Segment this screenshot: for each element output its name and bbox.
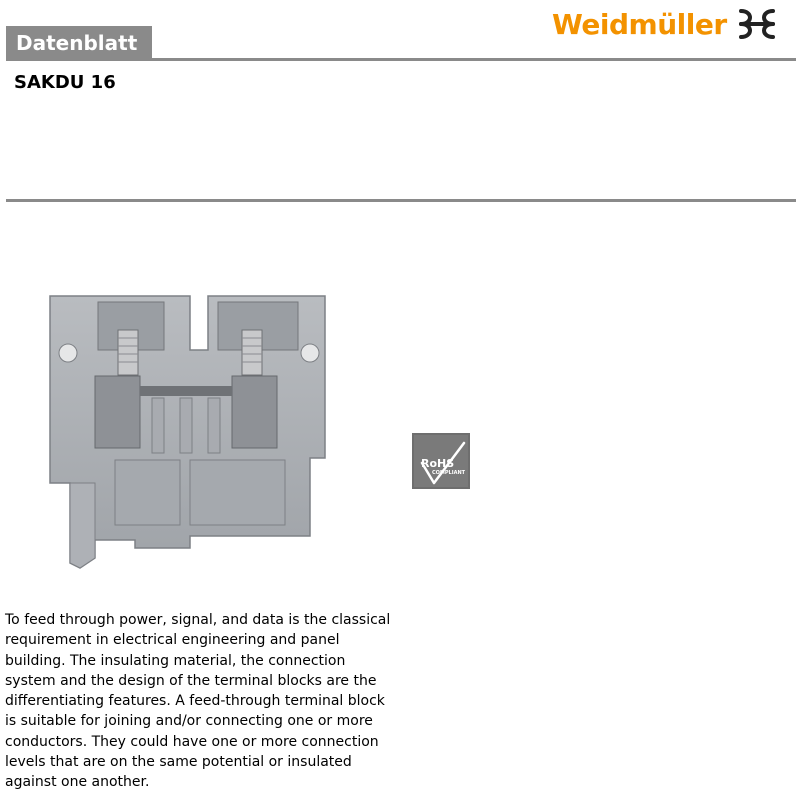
document-type-label: Datenblatt xyxy=(16,31,138,55)
brand-logo-text: Weidmüller xyxy=(552,7,727,41)
svg-text:COMPLIANT: COMPLIANT xyxy=(432,470,466,476)
header-divider xyxy=(6,58,796,61)
brand-logo xyxy=(552,4,775,44)
svg-text:RoHS: RoHS xyxy=(421,457,455,470)
terminal-block-image xyxy=(40,288,340,573)
document-type-tab xyxy=(6,26,152,60)
product-description: To feed through power, signal, and data is the classical requirement in electrical engineering and panel building. The insulating material, the connection system and the design of the terminal blocks are the differentiating features. A feed-through terminal block is suitable for joining and/or connecting one or more conductors. They could have one or more connection levels that are on the same potential or insulated against one another. xyxy=(5,612,391,791)
product-title: SAKDU 16 xyxy=(14,72,116,93)
weidmueller-logo-icon xyxy=(739,7,775,41)
section-divider xyxy=(6,199,796,202)
rohs-compliant-icon xyxy=(412,433,470,489)
